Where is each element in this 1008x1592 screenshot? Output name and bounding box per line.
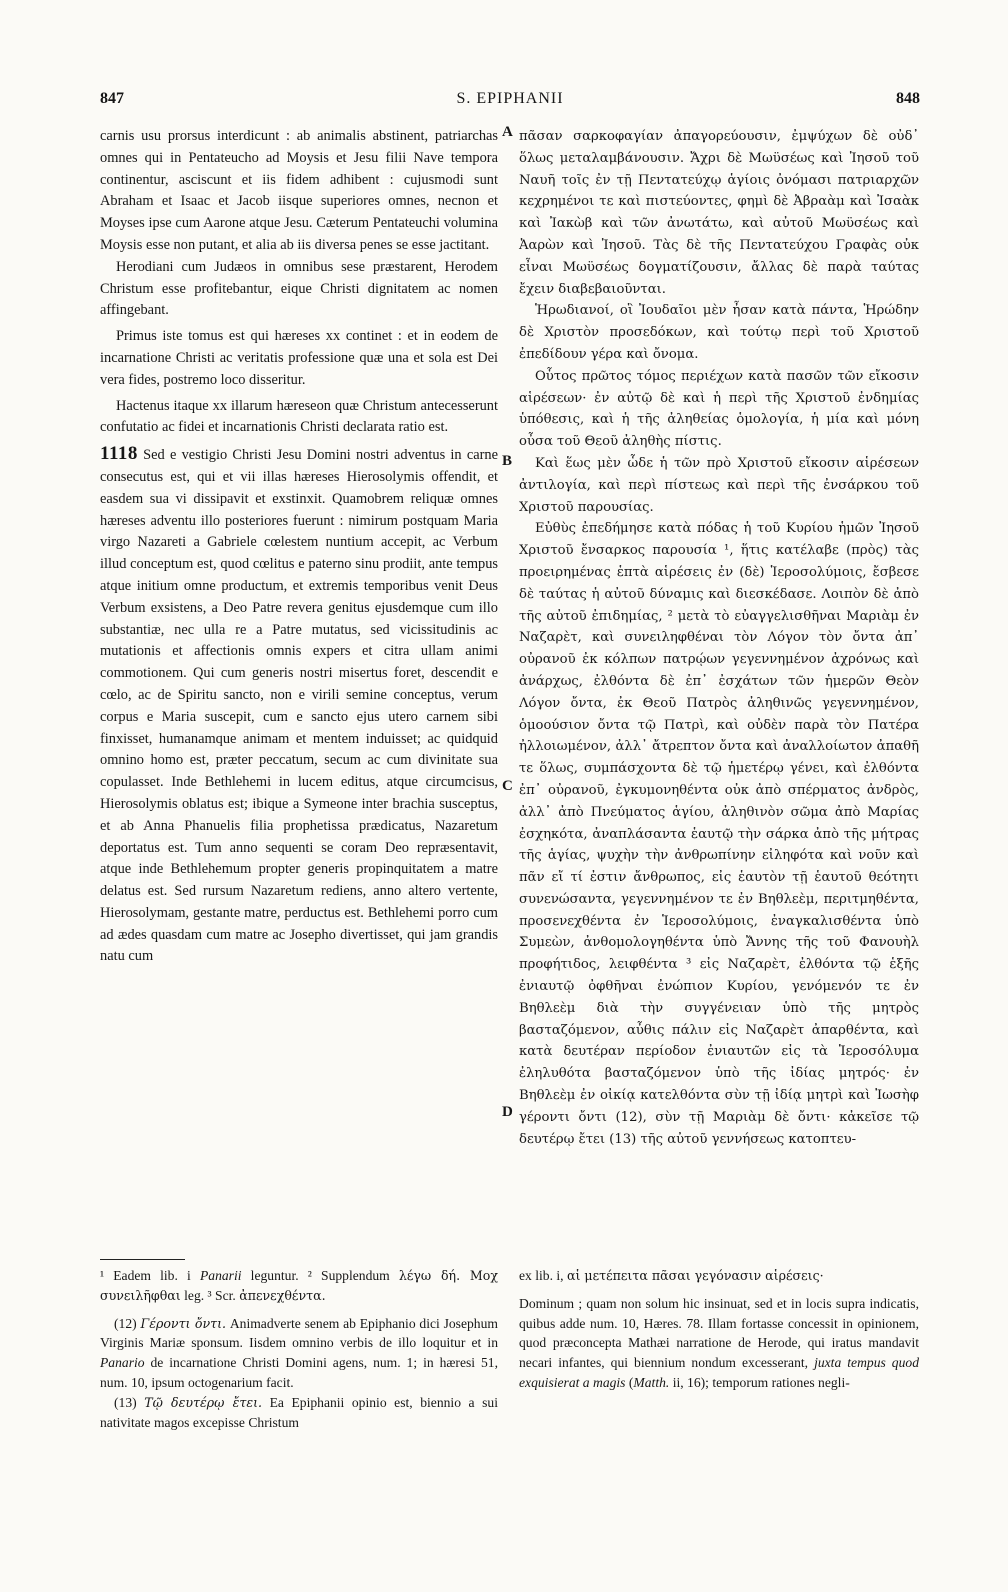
- greek-paragraph: Οὗτος πρῶτος τόμος περιέχων κατὰ πασῶν τῶν εἴκοσιν αἱρέσεων· ἐν αὐτῷ δὲ καὶ ἡ περὶ τῆς Χριστοῦ ἐνδημίας ὑπόθεσις, καὶ ἡ τῆς ἀληθείας ὁμολογία, ἡ μία καὶ μόνη οὖσα τοῦ Θεοῦ ἀληθὴς πίστις.: [519, 368, 919, 450]
- greek-paragraph: Ἡρωδιανοί, οἳ Ἰουδαῖοι μὲν ἦσαν κατὰ πάντα, Ἡρώδην δὲ Χριστὸν προσεδόκων, καὶ τούτῳ περὶ τοῦ Χριστοῦ ἐπεδίδουν γέρα καὶ ὄνομα.: [519, 303, 919, 362]
- footnote-greek: Γέροντι ὄντι.: [140, 1315, 227, 1331]
- footnote-text: Dominum ; quam non solum hic insinuat, sed et in locis supra indicatis, quibus adde num. 10, Hæres. 78. Illam fortasse concessit in opinionem, quod præconcepta Mathæi narratione de Herode, qui iratus mandavit necari infantes, qui biennium nondum excesserant,: [519, 1295, 919, 1371]
- footnote-text: Ea Epiphanii opinio est, biennio a sui nativitate magos excepisse Christum: [100, 1394, 499, 1430]
- footnote-greek: ἀπενεχθέντα.: [239, 1287, 326, 1303]
- running-title: S. EPIPHANII: [456, 90, 564, 107]
- footnote-italic: Panario: [100, 1355, 145, 1371]
- footnote-text: ex lib. i,: [519, 1268, 564, 1283]
- footnote-text: ¹ Eadem lib. i: [100, 1268, 191, 1283]
- greek-paragraph: πᾶσαν σαρκοφαγίαν ἀπαγορεύουσιν, ἐμψύχων δὲ οὐδ᾽ ὅλως μεταλαμβάνουσιν. Ἄχρι δὲ Μωϋσέως καὶ Ἰησοῦ τοῦ Ναυῆ τοῖς ἐν τῇ Πεντατεύχῳ ἁγίοις ὀνόμασι πατριαρχῶν κεχρημένοι τε καὶ πιστεύοντες, φημὶ δὲ Ἀβραὰμ καὶ Ἰσαὰκ καὶ Ἰακὼβ καὶ τῶν ἀνωτάτω, καὶ αὐτοῦ Μωϋσέως καὶ Ἀαρὼν καὶ Ἰησοῦ. Τὰς δὲ τῆς Πεντατεύχου Γραφὰς οὐκ εἶναι Μωϋσέως δογματίζουσιν, ἄλλας δὲ παρὰ ταύτας ἔχειν διαβεβαιοῦνται.: [519, 129, 919, 297]
- footnote-1-3: [100, 1266, 498, 1306]
- footnotes-right: [519, 1266, 919, 1393]
- footnote-text: de incarnatione Christi Domini agens, num. 1; in hæresi 51, num. 10, ipsum octogenarium facit.: [100, 1355, 498, 1390]
- footnote-greek: αἱ μετέπειτα πᾶσαι γεγόνασιν αἱρέσεις·: [566, 1268, 824, 1283]
- page-number-right: 848: [896, 90, 920, 107]
- footnote-12: [100, 1314, 498, 1393]
- footnote-italic: juxta tempus quod exquisierat a magis: [519, 1355, 919, 1390]
- latin-paragraph: Hactenus itaque xx illarum hæreseon quæ Christum antecesserunt confutatio ac fidei et incarnationis Christi declarata ratio est.: [100, 397, 498, 436]
- latin-paragraph: carnis usu prorsus interdicunt : ab animalis abstinent, patriarchas omnes qui in Pentateucho ad Moysis et Jesu filii Nave tempora continentur, asciscunt et iis fidem adhibent : cujusmodi sunt Abraham et Isaac et Jacob iisque superiores omnes, necnon et Moyses ipse cum Aarone atque Jesu. Cæterum Pentateuchi volumina Moysis esse non putant, et alia ab iis diversa penes se esse jactitant.: [100, 128, 498, 253]
- latin-paragraph: Primus iste tomus est qui hæreses xx continet : et in eodem de incarnatione Christi ac veritatis professione quæ una et sola est Dei vera fides, postremo loco disseritur.: [100, 328, 498, 388]
- latin-paragraph-text: Sed e vestigio Christi Jesu Domini nostri adventus in carne consecutus est, qui et vii illas hæreses Hierosolymis offendit, et easdem sua vi dissipavit et exstinxit. Quamobrem reliquæ omnes hæreses adventu illo posteriores fuerunt : nimirum postquam Maria virgo Nazareti a Gabriele cœlestem nuntium accepit, ac Verbum illud conceptum est, quod cœlitus e paterno sinu prodiit, ante tempus atque initium omne productum, et extremis temporibus venit Deus Verbum exsistens, a Deo Patre revera genitus ejusdemque cum illo substantiæ, nec ulla re a Patre mutatus, sed vicissitudinis ac mutationis et affectionis omnis expers et citra ullam animi commotionem. Qui cum generis nostri misertus foret, descendit e cœlo, ac de Spiritu sancto, non e virili semine conceptus, verum corpus e Maria suscepit, cum e sancto ejus utero carnem sibi finxisset, humanamque animam et mentem induisset; ac quidquid omnino homo est, præter peccatum, secum ac cum divinitate sua copulasset. Inde Bethlehemi in lucem editus, atque circumcisus, Hierosolymis oblatus est; ibique a Symeone inter brachia susceptus, et ab Anna Phanuelis filia prophetissa prædicatus, Nazaretum deportatus est. Tum anno sequenti se coram Deo repræsentavit, atque inde Bethlehemum propter generis propinquitatem a matre delatus est. Sed rursum Nazaretum rediens, anno altero vertente, Hierosolymam, gestante matre, perductus est. Bethlehemi porro cum ad ædes quasdam cum matre ac Josepho divertisset, qui jam grandis natu cum: [100, 447, 498, 965]
- marker-c: C: [502, 778, 513, 794]
- footnote-13: [100, 1393, 498, 1433]
- footnote-continuation: [519, 1294, 919, 1393]
- footnote-text: leg. ³ Scr.: [184, 1287, 236, 1303]
- page-number-left: 847: [100, 90, 124, 107]
- footnote-greek: Τῷ δευτέρῳ ἔτει.: [144, 1394, 263, 1410]
- footnote-greek: λέγω δή. Μοχ συνειλῆφθαι: [100, 1268, 498, 1303]
- footnote-rule: [100, 1259, 185, 1260]
- greek-continuation: [519, 1266, 919, 1286]
- latin-paragraph: Herodiani cum Judæos in omnibus sese præstarent, Herodem Christum esse profitebantur, eique Christi dignitatem ac nomen affingebant.: [100, 258, 498, 319]
- greek-column: [519, 126, 919, 1150]
- greek-paragraph: Εὐθὺς ἐπεδήμησε κατὰ πόδας ἡ τοῦ Κυρίου ἡμῶν Ἰησοῦ Χριστοῦ ἔνσαρκος παρουσία ¹, ἥτις κατέλαβε (πρὸς) τὰς προειρημένας ἑπτὰ αἱρέσεις ἐν (δὲ) Ἱεροσολύμοις, ἔσβεσε δὲ ταύτας ἡ αὐτοῦ δύναμις καὶ διεσκέδασε. Λοιπὸν δὲ ἀπὸ τῆς αὐτοῦ ἐπιδημίας, ² μετὰ τὸ εὐαγγελισθῆναι Μαριὰμ ἐν Ναζαρὲτ, καὶ συνειληφθέναι τὸν Λόγον τὸν ὄντα ἀπ᾽ οὐρανοῦ ἐκ κόλπων πατρῴων γεγεννημένον ἀχρόνως καὶ ἀνάρχως, ἐλθόντα δὲ ἐπ᾽ ἐσχάτων τῶν ἡμερῶν Θεὸν Λόγον ὄντα, ἐκ Θεοῦ Πατρὸς ἀληθινῶς γεγεννημένον, ὁμοούσιον ὄντα τῷ Πατρὶ, καὶ οὐδὲν παρὰ τὸν Πατέρα ἠλλοιωμένον, ἀλλ᾽ ἄτρεπτον ὄντα καὶ ἀναλλοίωτον ἀπαθῆ τε ὅλως, συμπάσχοντα δὲ τῷ ἡμετέρῳ γένει, καὶ ἐλθόντα ἐπ᾽ οὐρανοῦ, ἐγκυμονηθέντα οὐκ ἀπὸ σπέρματος ἀνδρὸς, ἀλλ᾽ ἀπὸ Πνεύματος ἁγίου, ἀληθινὸν σῶμα ἀπὸ Μαρίας ἐσχηκότα, ἀναπλάσαντα ἑαυτῷ τὴν σάρκα ἀπὸ τῆς μήτρας τῆς ἁγίας, ψυχὴν τὴν ἀνθρωπίνην εἰληφότα καὶ νοῦν καὶ πᾶν εἴ τί ἐστιν ἄνθρωπος, εἰς ἑαυτὸν τῇ ἑαυτοῦ θεότητι συνενώσαντα, γεγεννημένον τε ἐν Βηθλεὲμ, περιτμηθέντα, προσενεχθέντα ἐν Ἱεροσολύμοις, ἐναγκαλισθέντα ὑπὸ Συμεὼν, ἀνθομολογηθέντα ὑπὸ Ἄννης τῆς τοῦ Φανουὴλ προφήτιδος, λειφθέντα ³ εἰς Ναζαρὲτ, ἐλθόντα τῷ ἑξῆς ἐνιαυτῷ ὀφθῆναι ἐνώπιον Κυρίου, γενόμενόν τε ἐν Βηθλεὲμ διὰ τὴν συγγένειαν ὑπὸ τῆς μητρὸς βασταζόμενον, αὖθις πάλιν εἰς Ναζαρὲτ ἀπαρθέντα, καὶ κατὰ δευτέραν περίοδον ἐνιαυτῶν εἰς τὰ Ἱεροσόλυμα ἐληλυθότα βασταζόμενον ὑπὸ τῆς ἰδίας μητρός· ἐν Βηθλεὲμ ἐν οἰκίᾳ κατελθόντα σὺν τῇ ἰδίᾳ μητρὶ καὶ Ἰωσὴφ γέροντι ὄντι (12), σὺν τῇ Μαριὰμ δὲ ὄντι· κἀκεῖσε τῷ δευτέρῳ ἔτει (13) τῆς αὐτοῦ γεννήσεως κατοπτευ-: [519, 521, 919, 1147]
- marker-d: D: [502, 1104, 513, 1120]
- footnote-text: ii, 16); temporum rationes negli-: [672, 1374, 850, 1390]
- margin-markers: [498, 0, 518, 1592]
- marker-a: A: [502, 124, 513, 140]
- footnote-text: (: [628, 1374, 634, 1390]
- footnotes-left: [100, 1266, 498, 1432]
- latin-paragraph: [100, 443, 498, 968]
- footnote-text: leguntur. ² Supplendum: [250, 1268, 390, 1283]
- footnote-italic: Panarii: [199, 1268, 242, 1283]
- section-number: 1118: [100, 443, 138, 465]
- footnote-italic: Matth.: [633, 1374, 670, 1390]
- latin-column: [100, 126, 498, 968]
- footnote-label: (12): [114, 1315, 137, 1331]
- greek-paragraph: Καὶ ἕως μὲν ὧδε ἡ τῶν πρὸ Χριστοῦ εἴκοσιν αἱρέσεων ἀντιλογία, καὶ περὶ πίστεως καὶ περὶ τῆς ἐνσάρκου τοῦ Χριστοῦ παρουσίας.: [519, 455, 919, 515]
- footnote-text: Animadverte senem ab Epiphanio dici Josephum Virginis Mariæ sponsum. Iisdem omnino verbis de illo loquitur et in: [100, 1315, 498, 1351]
- footnote-label: (13): [114, 1394, 137, 1410]
- marker-b: B: [502, 453, 513, 469]
